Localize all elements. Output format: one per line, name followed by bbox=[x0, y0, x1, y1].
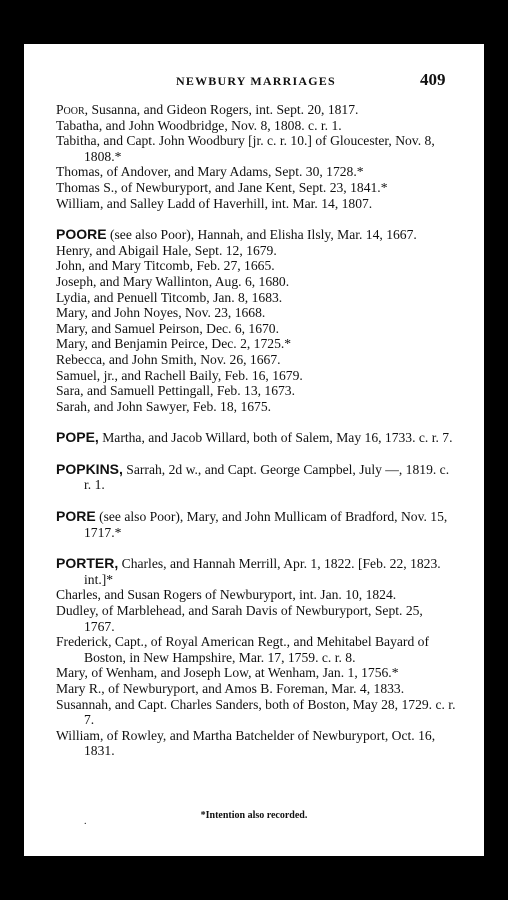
marriage-entry bbox=[56, 102, 456, 118]
marriage-entry bbox=[56, 368, 456, 384]
entry-text: Mary, and Samuel Peirson, Dec. 6, 1670. bbox=[56, 320, 279, 336]
marriage-entry bbox=[56, 665, 456, 681]
running-title: NEWBURY MARRIAGES bbox=[176, 74, 336, 88]
marriage-entry bbox=[56, 681, 456, 697]
marriage-entry bbox=[56, 180, 456, 196]
surname-group bbox=[56, 462, 456, 493]
marriage-entry bbox=[56, 164, 456, 180]
surname-group bbox=[56, 430, 456, 446]
entry-text: Henry, and Abigail Hale, Sept. 12, 1679. bbox=[56, 242, 277, 258]
entry-text: (see also Poor), Mary, and John Mullicam of Bradford, Nov. 15, 1717.* bbox=[84, 509, 448, 540]
marriage-entry bbox=[56, 634, 456, 665]
entry-text: Thomas S., of Newburyport, and Jane Kent, Sept. 23, 1841.* bbox=[56, 179, 388, 195]
entry-text: Rebecca, and John Smith, Nov. 26, 1667. bbox=[56, 351, 281, 367]
entry-text: Martha, and Jacob Willard, both of Salem, May 16, 1733. c. r. 7. bbox=[98, 430, 453, 446]
entry-text: William, of Rowley, and Martha Batchelder of Newburyport, Oct. 16, 1831. bbox=[56, 727, 436, 759]
marriage-entry bbox=[56, 258, 456, 274]
marriage-entry bbox=[56, 274, 456, 290]
entry-text: Mary, and Benjamin Peirce, Dec. 2, 1725.* bbox=[56, 336, 292, 352]
surname-group bbox=[56, 556, 456, 759]
surname-heading: POORE bbox=[56, 226, 107, 243]
marriage-entry bbox=[56, 290, 456, 306]
marriage-entry bbox=[56, 243, 456, 259]
entry-text: Joseph, and Mary Wallinton, Aug. 6, 1680. bbox=[56, 273, 290, 289]
marriage-entry bbox=[56, 133, 456, 164]
entry-text: Sarrah, 2d w., and Capt. George Campbel, July —, 1819. c. r. 1. bbox=[84, 461, 450, 493]
entry-text: Frederick, Capt., of Royal American Regt., and Mehitabel Bayard of Boston, in New Hampshire, Mar. 17, 1759. c. r. 8. bbox=[56, 634, 429, 665]
entry-text: Mary, of Wenham, and Joseph Low, at Wenham, Jan. 1, 1756.* bbox=[56, 665, 399, 681]
entry-text: Mary, and John Noyes, Nov. 23, 1668. bbox=[56, 305, 266, 321]
marriage-entry bbox=[56, 227, 456, 243]
surname-heading: PORTER, bbox=[56, 555, 119, 572]
marriage-entry bbox=[56, 728, 456, 759]
surname-heading: POPE, bbox=[56, 429, 99, 446]
entry-text: Lydia, and Penuell Titcomb, Jan. 8, 1683. bbox=[56, 289, 283, 305]
entry-text: John, and Mary Titcomb, Feb. 27, 1665. bbox=[56, 258, 275, 274]
entry-text: Sarah, and John Sawyer, Feb. 18, 1675. bbox=[56, 398, 272, 414]
marriage-entry bbox=[56, 321, 456, 337]
marriage-entry bbox=[56, 462, 456, 493]
marriage-entry bbox=[56, 697, 456, 728]
entry-text: Samuel, jr., and Rachell Baily, Feb. 16, 1679. bbox=[56, 367, 303, 383]
entry-text: Susannah, and Capt. Charles Sanders, both of Boston, May 28, 1729. c. r. 7. bbox=[56, 696, 456, 728]
marriage-entry bbox=[56, 118, 456, 134]
marriage-entry bbox=[56, 399, 456, 415]
entry-text: Tabatha, and John Woodbridge, Nov. 8, 1808. c. r. 1. bbox=[56, 117, 342, 133]
surname-group bbox=[56, 227, 456, 414]
marriage-entry bbox=[56, 509, 456, 540]
marriage-entry bbox=[56, 556, 456, 587]
surname-heading: POPKINS, bbox=[56, 460, 123, 477]
marriage-records bbox=[56, 102, 456, 775]
marriage-entry bbox=[56, 587, 456, 603]
marriage-entry bbox=[56, 603, 456, 634]
surname-group bbox=[56, 509, 456, 540]
entry-text: Charles, and Susan Rogers of Newburyport, int. Jan. 10, 1824. bbox=[56, 587, 397, 603]
page-header bbox=[24, 70, 484, 92]
entry-text: (see also Poor), Hannah, and Elisha Ilsly, Mar. 14, 1667. bbox=[106, 227, 417, 243]
marriage-entry bbox=[56, 196, 456, 212]
surname-group bbox=[56, 102, 456, 211]
footnote: *Intention also recorded. bbox=[200, 810, 308, 821]
stray-mark: . bbox=[84, 816, 87, 827]
marriage-entry bbox=[56, 336, 456, 352]
entry-text: Charles, and Hannah Merrill, Apr. 1, 1822. [Feb. 22, 1823. int.]* bbox=[84, 556, 441, 587]
marriage-entry bbox=[56, 383, 456, 399]
marriage-entry bbox=[56, 430, 456, 446]
book-page bbox=[24, 44, 484, 856]
entry-text: Tabitha, and Capt. John Woodbury [jr. c. r. 10.] of Gloucester, Nov. 8, 1808.* bbox=[56, 133, 435, 164]
entry-text: Mary R., of Newburyport, and Amos B. Foreman, Mar. 4, 1833. bbox=[56, 681, 405, 696]
entry-text: Thomas, of Andover, and Mary Adams, Sept. 30, 1728.* bbox=[56, 164, 364, 180]
surname-heading: PORE bbox=[56, 508, 96, 525]
marriage-entry bbox=[56, 352, 456, 368]
marriage-entry bbox=[56, 305, 456, 321]
entry-lead: Poor, bbox=[56, 102, 89, 117]
entry-text: Susanna, and Gideon Rogers, int. Sept. 20, 1817. bbox=[88, 102, 359, 117]
entry-text: William, and Salley Ladd of Haverhill, int. Mar. 14, 1807. bbox=[56, 195, 373, 211]
page-number: 409 bbox=[420, 70, 446, 89]
entry-text: Dudley, of Marblehead, and Sarah Davis of Newburyport, Sept. 25, 1767. bbox=[56, 603, 423, 634]
entry-text: Sara, and Samuell Pettingall, Feb. 13, 1673. bbox=[56, 383, 295, 399]
